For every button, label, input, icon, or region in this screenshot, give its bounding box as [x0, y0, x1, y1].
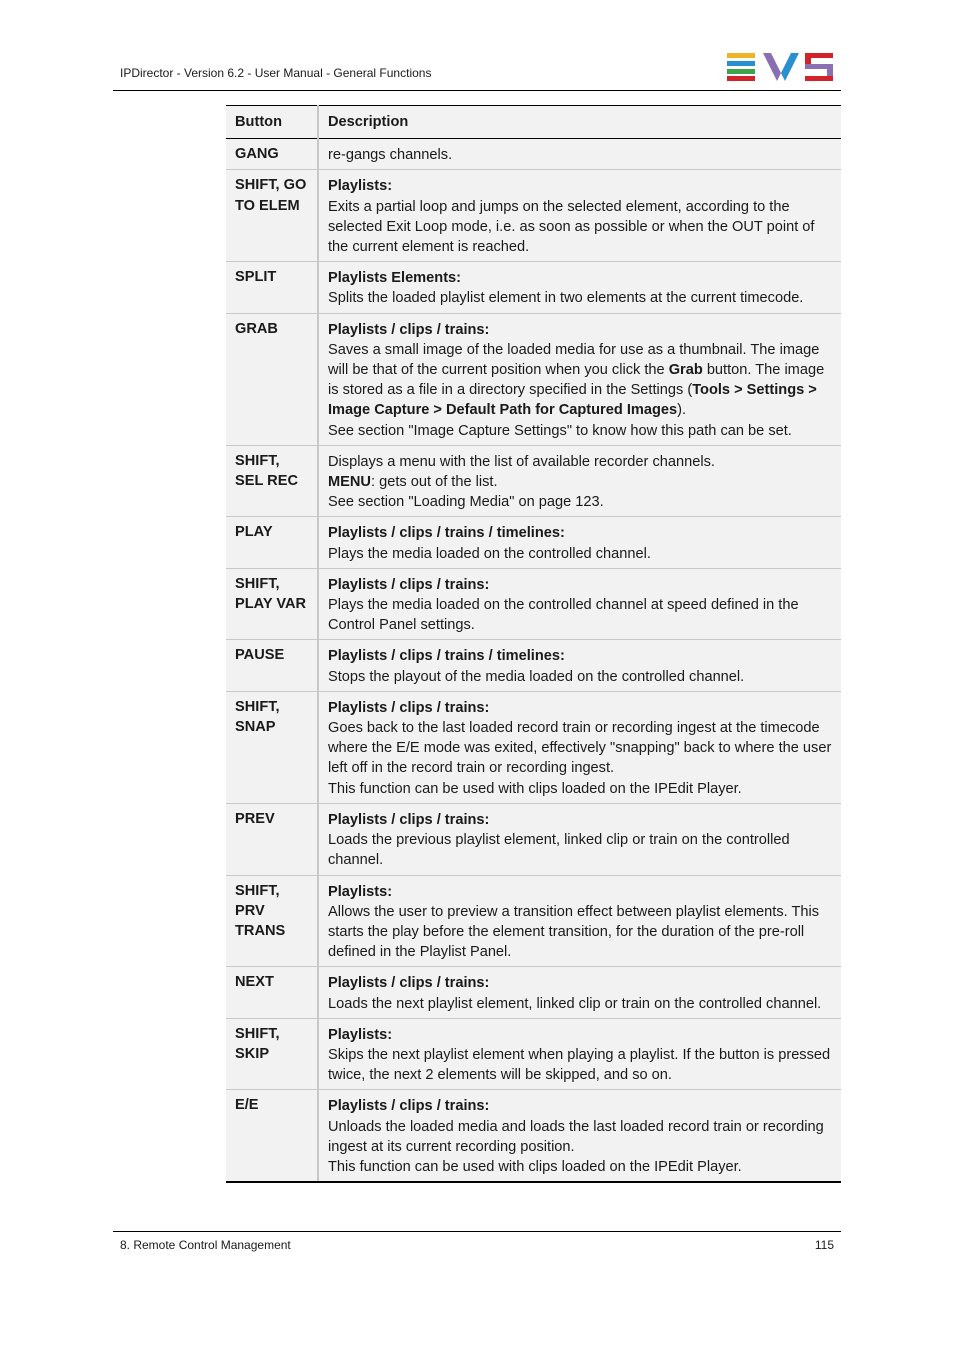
evs-logo [727, 53, 834, 81]
button-name: SHIFT, PRV TRANS [226, 875, 318, 967]
description-line: Loads the next playlist element, linked clip or train on the controlled channel. [328, 995, 822, 1012]
button-name: PLAY [226, 517, 318, 568]
button-name: SHIFT, GO TO ELEM [226, 170, 318, 262]
button-name: SHIFT, PLAY VAR [226, 568, 318, 640]
button-name: GANG [226, 139, 318, 170]
menu-key: MENU [328, 474, 371, 491]
description-line: Plays the media loaded on the controlled channel. [328, 545, 651, 562]
table-header-row [226, 106, 841, 139]
column-header-button: Button [226, 106, 318, 139]
page-number: 115 [814, 1238, 834, 1252]
context-label: Playlists / clips / trains / timelines: [328, 525, 565, 542]
context-label: Playlists / clips / trains: [328, 699, 490, 716]
button-description [318, 517, 841, 568]
button-description [318, 1090, 841, 1182]
description-line: Displays a menu with the list of available recorder channels. [328, 453, 715, 470]
button-description [318, 568, 841, 640]
button-description [318, 445, 841, 517]
description-line: Stops the playout of the media loaded on the controlled channel. [328, 668, 745, 685]
description-line: Goes back to the last loaded record train or recording ingest at the timecode where the E/E mode was exited, effectively "snapping" back to where the user left off in the record train or recording ingest. [328, 720, 832, 777]
description-line: This function can be used with clips loaded on the IPEdit Player. [328, 1158, 742, 1175]
description-line: re-gangs channels. [328, 147, 453, 164]
table-row [226, 517, 841, 568]
description-line: Plays the media loaded on the controlled channel at speed defined in the Control Panel settings. [328, 597, 799, 634]
column-header-description: Description [318, 106, 841, 139]
table-row [226, 803, 841, 875]
context-label: Playlists / clips / trains / timelines: [328, 648, 565, 665]
description-line: Splits the loaded playlist element in two elements at the current timecode. [328, 290, 804, 307]
table-row [226, 139, 841, 170]
table-row [226, 640, 841, 691]
description-text: : gets out of the list. [370, 474, 498, 491]
description-line: Allows the user to preview a transition effect between playlist elements. This starts the play before the element transition, for the duration of the pre-roll defined in the Playlist Panel. [328, 903, 820, 961]
description-line: Skips the next playlist element when playing a playlist. If the button is pressed twice, the next 2 elements will be skipped, and so on. [328, 1046, 831, 1084]
context-label: Playlists Elements: [328, 270, 462, 287]
context-label: Playlists: [328, 1026, 393, 1043]
table-row [226, 1018, 841, 1090]
table-row [226, 1090, 841, 1182]
description-text: button. The image is stored as a file in a directory specified in the Settings ( [328, 362, 825, 399]
context-label: Playlists: [328, 178, 393, 195]
description-line [328, 340, 832, 421]
table-row [226, 262, 841, 313]
button-name: SHIFT, SKIP [226, 1018, 318, 1090]
button-description [318, 313, 841, 445]
table-row [226, 445, 841, 517]
button-description [318, 640, 841, 691]
button-name: SHIFT, SNAP [226, 691, 318, 803]
button-description [318, 691, 841, 803]
settings-path: Tools > Settings > Image Capture > Default Path for Captured Images [328, 382, 817, 419]
description-line: Unloads the loaded media and loads the last loaded record train or recording ingest at its current recording position. [328, 1118, 824, 1155]
ui-term-grab: Grab [668, 362, 703, 379]
description-line: Exits a partial loop and jumps on the selected element, according to the selected Exit Loop mode, i.e. as soon as possible or when the OUT point of the current element is reached. [328, 198, 815, 256]
table-row [226, 691, 841, 803]
button-description [318, 170, 841, 262]
header-rule [113, 90, 841, 91]
table-row [226, 170, 841, 262]
button-name: GRAB [226, 313, 318, 445]
button-description [318, 262, 841, 313]
context-label: Playlists: [328, 883, 393, 900]
button-description [318, 803, 841, 875]
footer-section: 8. Remote Control Management [120, 1238, 291, 1252]
remote-buttons-table [226, 105, 841, 1183]
description-line [328, 472, 832, 492]
context-label: Playlists / clips / trains: [328, 576, 490, 593]
table-row [226, 313, 841, 445]
context-label: Playlists / clips / trains: [328, 975, 490, 992]
description-text: ). [677, 402, 687, 419]
context-label: Playlists / clips / trains: [328, 811, 490, 828]
button-name: NEXT [226, 967, 318, 1018]
table-row [226, 967, 841, 1018]
button-name: E/E [226, 1090, 318, 1182]
table-row [226, 568, 841, 640]
button-name: SHIFT, SEL REC [226, 445, 318, 517]
context-label: Playlists / clips / trains: [328, 1098, 490, 1115]
header-title: IPDirector - Version 6.2 - User Manual - General Functions [120, 66, 432, 80]
button-description [318, 139, 841, 170]
description-text: Saves a small image of the loaded media for use as a thumbnail. The image will be that of the current position when you click the [328, 341, 820, 379]
button-description [318, 875, 841, 967]
button-name: PREV [226, 803, 318, 875]
button-description [318, 967, 841, 1018]
button-description [318, 1018, 841, 1090]
cross-reference: See section "Image Capture Settings" to know how this path can be set. [328, 422, 792, 439]
context-label: Playlists / clips / trains: [328, 321, 490, 338]
button-name: SPLIT [226, 262, 318, 313]
footer-rule [113, 1231, 841, 1232]
table-row [226, 875, 841, 967]
button-name: PAUSE [226, 640, 318, 691]
description-line: Loads the previous playlist element, linked clip or train on the controlled channel. [328, 832, 790, 869]
cross-reference: See section "Loading Media" on page 123. [328, 494, 604, 511]
description-line: This function can be used with clips loaded on the IPEdit Player. [328, 780, 742, 797]
